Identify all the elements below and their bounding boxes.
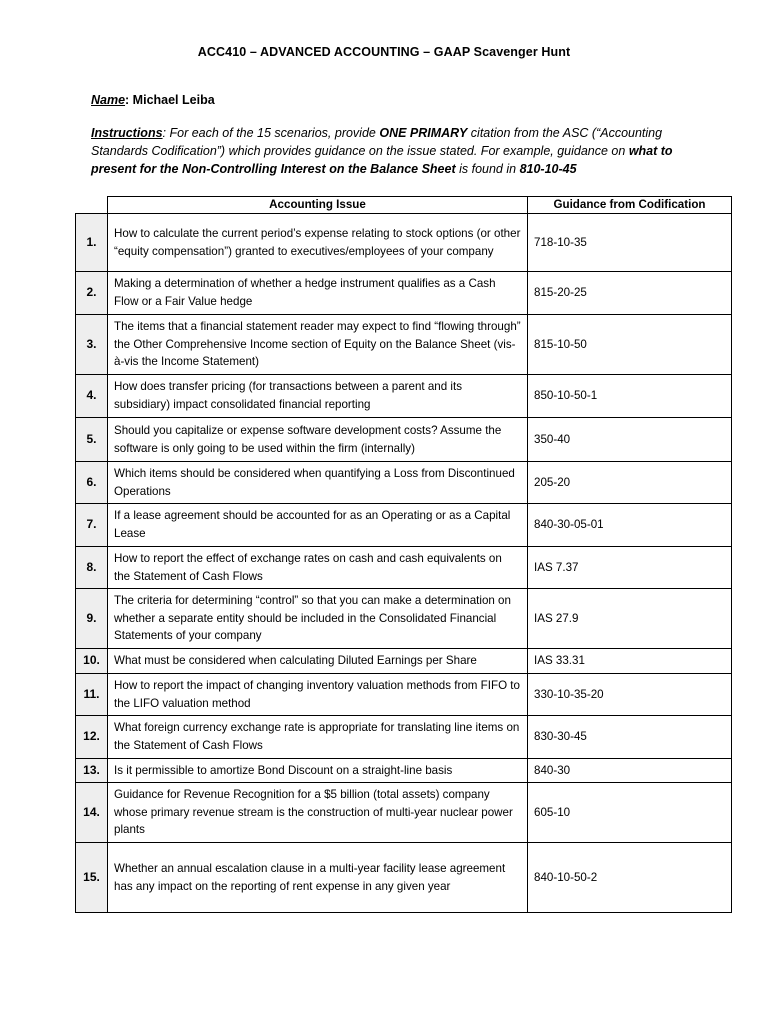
accounting-issue-cell: How to report the impact of changing inventory valuation methods from FIFO to the LIFO valuation method (108, 674, 528, 716)
guidance-cell: 840-10-50-2 (528, 843, 732, 913)
row-number: 5. (76, 418, 108, 462)
accounting-issue-cell: What foreign currency exchange rate is appropriate for translating line items on the Statement of Cash Flows (108, 716, 528, 759)
guidance-cell: 815-10-50 (528, 315, 732, 375)
accounting-issue-cell: How does transfer pricing (for transactions between a parent and its subsidiary) impact consolidated financial reporting (108, 375, 528, 418)
guidance-cell: 205-20 (528, 462, 732, 504)
table-row (76, 716, 732, 759)
table-row (76, 589, 732, 649)
guidance-cell: IAS 7.37 (528, 547, 732, 589)
guidance-cell: 840-30-05-01 (528, 504, 732, 547)
guidance-cell: 350-40 (528, 418, 732, 462)
row-number: 12. (76, 716, 108, 759)
guidance-cell: 850-10-50-1 (528, 375, 732, 418)
accounting-issue-cell: How to report the effect of exchange rates on cash and cash equivalents on the Statement of Cash Flows (108, 547, 528, 589)
guidance-cell: IAS 33.31 (528, 649, 732, 674)
table-row (76, 272, 732, 315)
table-row (76, 674, 732, 716)
row-number: 9. (76, 589, 108, 649)
row-number: 3. (76, 315, 108, 375)
header-guidance: Guidance from Codification (528, 197, 732, 214)
header-accounting-issue: Accounting Issue (108, 197, 528, 214)
row-number: 15. (76, 843, 108, 913)
accounting-issue-cell: If a lease agreement should be accounted for as an Operating or as a Capital Lease (108, 504, 528, 547)
row-number: 10. (76, 649, 108, 674)
accounting-issue-cell: How to calculate the current period’s expense relating to stock options (or other “equity compensation”) granted to executives/employees of your company (108, 214, 528, 272)
instructions-text-1: : For each of the 15 scenarios, provide (162, 126, 380, 140)
row-number: 13. (76, 759, 108, 783)
instructions-emphasis-1: ONE PRIMARY (379, 126, 468, 140)
instructions-example-citation: 810-10-45 (519, 162, 577, 176)
instructions-text-3: is found in (455, 162, 520, 176)
name-label: Name (91, 93, 126, 107)
row-number: 11. (76, 674, 108, 716)
accounting-issue-cell: Should you capitalize or expense software development costs? Assume the software is only going to be used within the firm (internally) (108, 418, 528, 462)
name-value: : Michael Leiba (125, 93, 215, 107)
table-row (76, 214, 732, 272)
header-blank-cell (76, 197, 108, 214)
guidance-cell: 815-20-25 (528, 272, 732, 315)
table-row (76, 375, 732, 418)
instructions-label: Instructions (91, 126, 163, 140)
row-number: 1. (76, 214, 108, 272)
accounting-issue-cell: Guidance for Revenue Recognition for a $5 billion (total assets) company whose primary revenue stream is the construction of multi-year nuclear power plants (108, 783, 528, 843)
table-row (76, 759, 732, 783)
accounting-issue-cell: Making a determination of whether a hedge instrument qualifies as a Cash Flow or a Fair Value hedge (108, 272, 528, 315)
table-row (76, 783, 732, 843)
row-number: 8. (76, 547, 108, 589)
table-row (76, 649, 732, 674)
row-number: 2. (76, 272, 108, 315)
table-row (76, 843, 732, 913)
instructions-text-2: citation from the ASC (“Accounting Standards Codification”) which provides guidance on the issue stated. For example, guidance on (91, 126, 663, 158)
accounting-issue-cell: Is it permissible to amortize Bond Discount on a straight-line basis (108, 759, 528, 783)
accounting-issue-cell: Whether an annual escalation clause in a multi-year facility lease agreement has any impact on the reporting of rent expense in any given year (108, 843, 528, 913)
accounting-issue-cell: Which items should be considered when quantifying a Loss from Discontinued Operations (108, 462, 528, 504)
guidance-cell: 830-30-45 (528, 716, 732, 759)
table-header-row (76, 197, 732, 214)
table-row (76, 315, 732, 375)
student-name-line (91, 93, 215, 107)
row-number: 7. (76, 504, 108, 547)
row-number: 4. (76, 375, 108, 418)
table-row (76, 462, 732, 504)
scavenger-hunt-table (75, 196, 732, 913)
guidance-cell: 330-10-35-20 (528, 674, 732, 716)
guidance-cell: 605-10 (528, 783, 732, 843)
table-row (76, 547, 732, 589)
guidance-cell: 718-10-35 (528, 214, 732, 272)
accounting-issue-cell: The criteria for determining “control” so that you can make a determination on whether a separate entity should be included in the Consolidated Financial Statements of your company (108, 589, 528, 649)
accounting-issue-cell: What must be considered when calculating Diluted Earnings per Share (108, 649, 528, 674)
instructions-emphasis-2: what to present for the Non-Controlling Interest on the Balance Sheet (91, 144, 673, 176)
document-title: ACC410 – ADVANCED ACCOUNTING – GAAP Scavenger Hunt (197, 45, 571, 59)
table-row (76, 504, 732, 547)
table-row (76, 418, 732, 462)
guidance-cell: 840-30 (528, 759, 732, 783)
accounting-issue-cell: The items that a financial statement reader may expect to find “flowing through” the Other Comprehensive Income section of Equity on the Balance Sheet (vis-à-vis the Income Statement) (108, 315, 528, 375)
row-number: 14. (76, 783, 108, 843)
instructions-paragraph (91, 124, 691, 178)
guidance-cell: IAS 27.9 (528, 589, 732, 649)
row-number: 6. (76, 462, 108, 504)
